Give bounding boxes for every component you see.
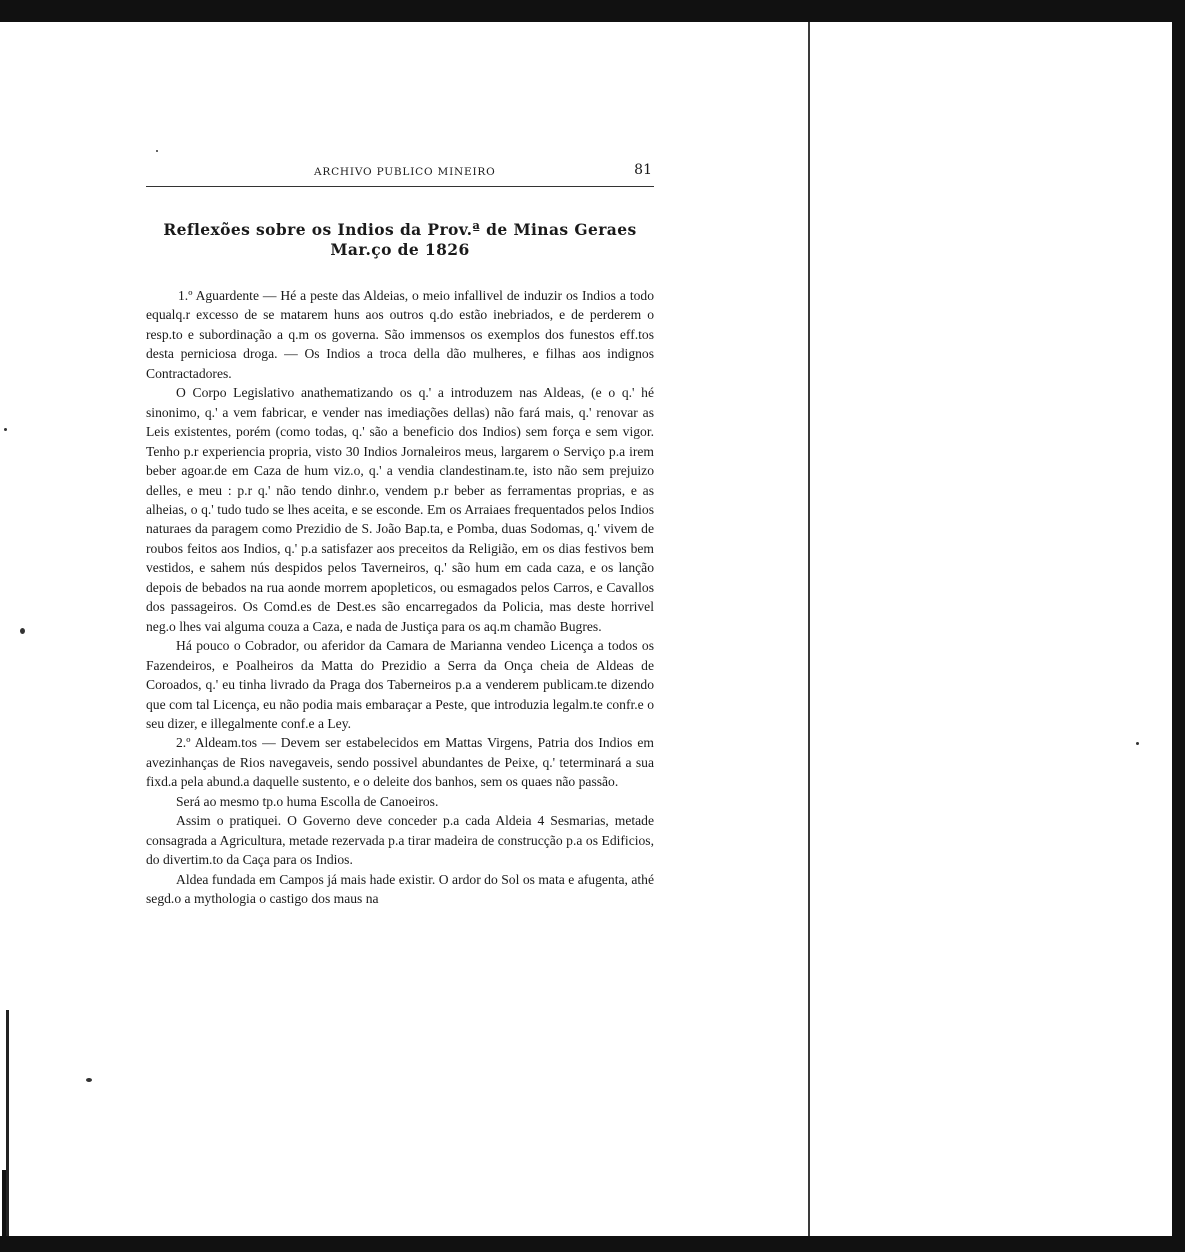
paragraph: O Corpo Legislativo anathematizando os q.' a introduzem nas Aldeas, (e o q.' hé sinonimo, q.' a vem fabricar, e vender nas imediações dellas) não fará mais, q.' renovar as Leis existentes, porém (como todas, q.' são a beneficio dos Indios) sem força e sem vigor. Tenho p.r experiencia propria, visto 30 Indios Jornaleiros meus, largarem o Serviço p.a irem beber agoar.de em Caza de hum viz.o, q.' a vendia clandestinam.te, isto não sem prejuizo delles, e meu : p.r q.' não tendo dinhr.o, vendem p.r beber as ferramentas proprias, e as alheias, o q.' tudo tudo se lhes aceita, e se esconde. Em os Arraiaes frequentados pelos Indios naturaes da paragem como Prezidio de S. João Bap.ta, e Pomba, duas Sodomas, q.' vivem de roubos feitos aos Indios, q.' p.a satisfazer aos preceitos da Religião, em os dias festivos bem vestidos, e sahem nús despidos pelos Taverneiros, q.' são hum em cada caza, e os lanção depois de bebados na rua aonde morrem apopleticos, ou esmagados pelos Carros, e Cavallos dos passageiros. Os Comd.es de Dest.es são encarregados da Policia, mas deste horrivel neg.o lhes vai alguma couza a Caza, e nada de Justiça para os aq.m chamão Bugres.	[146, 385, 654, 634]
scan-speck	[156, 150, 158, 152]
paragraph: Há pouco o Cobrador, ou aferidor da Camara de Marianna vendeo Licença a todos os Fazendeiros, e Poalheiros da Matta do Prezidio a Serra da Onça cheia de Aldeas de Coroados, q.' eu tinha livrado da Praga dos Taberneiros p.a a venderem publicam.te dizendo que com tal Licença, eu não podia mais embaraçar a Peste, que introduzia legalm.te confr.e o seu dizer, e illegalmente conf.e a Ley.	[146, 638, 654, 731]
paragraph: 1.º Aguardente — Hé a peste das Aldeias, o meio infallivel de induzir os Indios a todo equalq.r excesso de se matarem huns aos outros q.do estão inebriados, e de perderem o resp.to e subordinação a q.m os governa. São immensos os exemplos dos funestos eff.tos desta perniciosa droga. — Os Indios a troca della dão mulheres, e filhas aos indignos Contractadores.	[146, 288, 654, 381]
body-text	[146, 286, 654, 909]
paragraph: Assim o pratiquei. O Governo deve conceder p.a cada Aldeia 4 Sesmarias, metade consagrada a Agricultura, metade rezervada p.a tirar madeira de construcção p.a os Edificios, do divertim.to da Caça para os Indios.	[146, 813, 654, 868]
running-header	[146, 164, 654, 187]
paragraph: Será ao mesmo tp.o huma Escolla de Canoeiros.	[176, 793, 439, 809]
scan-artifact-line	[6, 1010, 9, 1236]
page-spine-line	[808, 22, 810, 1236]
scan-right-border	[1172, 0, 1185, 1252]
running-title: ARCHIVO PUBLICO MINEIRO	[314, 166, 496, 178]
document-heading: Reflexões sobre os Indios da Prov.ª de Minas Geraes Mar.ço de 1826	[163, 220, 637, 259]
scan-speck	[4, 428, 7, 431]
scan-speck	[20, 628, 25, 634]
page-number: 81	[634, 162, 652, 178]
paragraph: 2.º Aldeam.tos — Devem ser estabelecidos em Mattas Virgens, Patria dos Indios em avezinhanças de Rios navegaveis, sendo possivel abundantes de Peixe, q.' teterminará a sua fixd.a pela abund.a daquelle sustento, e o deleite dos banhos, sem os quaes não passão.	[146, 735, 654, 790]
paragraph: Aldea fundada em Campos já mais hade existir. O ardor do Sol os mata e afugenta, athé segd.o a mythologia o castigo dos maus na	[146, 871, 654, 907]
scan-bottom-border	[0, 1236, 1185, 1252]
scan-speck	[1136, 742, 1139, 745]
scan-top-border	[0, 0, 1185, 22]
scan-artifact-line	[2, 1170, 6, 1236]
scan-speck	[86, 1078, 92, 1082]
